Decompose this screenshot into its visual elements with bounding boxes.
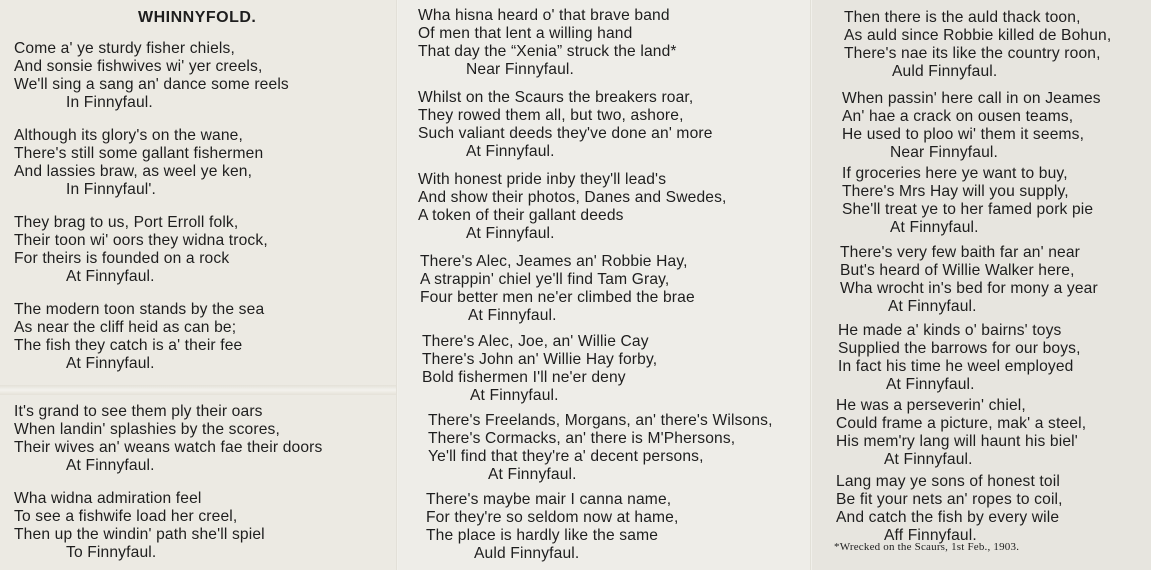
verse-refrain: Auld Finnyfaul. <box>892 63 998 80</box>
verse-refrain: At Finnyfaul. <box>890 219 979 236</box>
stanza-1-6 <box>14 490 265 562</box>
verse-line: Be fit your nets an' ropes to coil, <box>836 491 1063 508</box>
stanza-2-5 <box>422 333 657 405</box>
verse-line: Then up the windin' path she'll spiel <box>14 526 265 543</box>
verse-line: And show their photos, Danes and Swedes, <box>418 189 727 206</box>
verse-refrain: Near Finnyfaul. <box>890 144 998 161</box>
verse-line: A strappin' chiel ye'll find Tam Gray, <box>420 271 670 288</box>
verse-line: There's John an' Willie Hay forby, <box>422 351 658 368</box>
verse-refrain: At Finnyfaul. <box>66 355 155 372</box>
verse-refrain: At Finnyfaul. <box>886 376 975 393</box>
stanza-1-4 <box>14 301 264 373</box>
verse-line: And catch the fish by every wile <box>836 509 1060 526</box>
verse-line: There's Freelands, Morgans, an' there's Wilsons, <box>428 412 773 429</box>
stanza-1-3 <box>14 214 268 286</box>
verse-refrain: At Finnyfaul. <box>66 268 155 285</box>
verse-refrain: At Finnyfaul. <box>66 457 155 474</box>
verse-line: She'll treat ye to her famed pork pie <box>842 201 1094 218</box>
verse-line: There's very few baith far an' near <box>840 244 1081 261</box>
verse-refrain: In Finnyfaul'. <box>66 181 157 198</box>
verse-refrain: To Finnyfaul. <box>66 544 157 561</box>
verse-refrain: At Finnyfaul. <box>470 387 559 404</box>
verse-line: Lang may ye sons of honest toil <box>836 473 1060 490</box>
verse-line: Such valiant deeds they've done an' more <box>418 125 713 142</box>
verse-line: A token of their gallant deeds <box>418 207 624 224</box>
verse-line: Their wives an' weans watch fae their doors <box>14 439 323 456</box>
verse-line: In fact his time he weel employed <box>838 358 1074 375</box>
verse-line: There's Mrs Hay will you supply, <box>842 183 1069 200</box>
verse-line: And sonsie fishwives wi' yer creels, <box>14 58 263 75</box>
verse-line: The fish they catch is a' their fee <box>14 337 243 354</box>
verse-line: With honest pride inby they'll lead's <box>418 171 667 188</box>
verse-line: As auld since Robbie killed de Bohun, <box>844 27 1112 44</box>
stanza-3-2 <box>842 90 1101 162</box>
verse-line: He was a perseverin' chiel, <box>836 397 1026 414</box>
page-fold-divider <box>0 385 396 395</box>
stanza-2-7 <box>426 491 679 563</box>
verse-line: There's Cormacks, an' there is M'Phersons, <box>428 430 736 447</box>
verse-line: When passin' here call in on Jeames <box>842 90 1101 107</box>
verse-refrain: Near Finnyfaul. <box>466 61 574 78</box>
verse-line: An' hae a crack on ousen teams, <box>842 108 1074 125</box>
verse-line: Wha wrocht in's bed for mony a year <box>840 280 1098 297</box>
verse-line: Then there is the auld thack toon, <box>844 9 1081 26</box>
page-column-3 <box>812 0 1151 570</box>
verse-line: Could frame a picture, mak' a steel, <box>836 415 1087 432</box>
verse-refrain: At Finnyfaul. <box>888 298 977 315</box>
stanza-2-4 <box>420 253 695 325</box>
stanza-1-5 <box>14 403 322 475</box>
verse-line: But's heard of Willie Walker here, <box>840 262 1075 279</box>
verse-line: The place is hardly like the same <box>426 527 659 544</box>
verse-line: The modern toon stands by the sea <box>14 301 265 318</box>
verse-line: And lassies braw, as weel ye ken, <box>14 163 253 180</box>
verse-refrain: Aff Finnyfaul. <box>884 527 977 544</box>
verse-line: Whilst on the Scaurs the breakers roar, <box>418 89 694 106</box>
verse-line: For they're so seldom now at hame, <box>426 509 679 526</box>
verse-line: When landin' splashies by the scores, <box>14 421 280 438</box>
verse-refrain: At Finnyfaul. <box>488 466 577 483</box>
stanza-1-1 <box>14 40 289 112</box>
page-column-1 <box>0 0 396 570</box>
verse-line: There's nae its like the country roon, <box>844 45 1101 62</box>
verse-line: Bold fishermen I'll ne'er deny <box>422 369 626 386</box>
verse-line: To see a fishwife load her creel, <box>14 508 238 525</box>
verse-line: Wha hisna heard o' that brave band <box>418 7 670 24</box>
stanza-3-3 <box>842 165 1093 237</box>
stanza-3-1 <box>844 9 1111 81</box>
stanza-3-6 <box>836 397 1086 469</box>
verse-line: There's Alec, Joe, an' Willie Cay <box>422 333 649 350</box>
verse-line: His mem'ry lang will haunt his biel' <box>836 433 1078 450</box>
verse-line: Of men that lent a willing hand <box>418 25 633 42</box>
stanza-2-2 <box>418 89 713 161</box>
verse-refrain: At Finnyfaul. <box>468 307 557 324</box>
verse-line: Ye'll find that they're a' decent persons, <box>428 448 704 465</box>
stanza-3-4 <box>840 244 1098 316</box>
verse-line: If groceries here ye want to buy, <box>842 165 1068 182</box>
verse-line: Supplied the barrows for our boys, <box>838 340 1081 357</box>
verse-refrain: At Finnyfaul. <box>884 451 973 468</box>
stanza-2-6 <box>428 412 773 484</box>
verse-line: There's still some gallant fishermen <box>14 145 264 162</box>
verse-line: They brag to us, Port Erroll folk, <box>14 214 239 231</box>
verse-refrain: At Finnyfaul. <box>466 143 555 160</box>
stanza-2-1 <box>418 7 677 79</box>
footnote: *Wrecked on the Scaurs, 1st Feb., 1903. <box>834 541 1020 553</box>
poem-title: WHINNYFOLD. <box>138 9 257 26</box>
verse-line: As near the cliff heid as can be; <box>14 319 237 336</box>
verse-line: There's Alec, Jeames an' Robbie Hay, <box>420 253 688 270</box>
page-column-2 <box>398 0 810 570</box>
verse-line: Wha widna admiration feel <box>14 490 202 507</box>
verse-line: They rowed them all, but two, ashore, <box>418 107 684 124</box>
verse-refrain: Auld Finnyfaul. <box>474 545 580 562</box>
verse-line: That day the “Xenia” struck the land* <box>418 43 677 60</box>
stanza-3-7 <box>836 473 1063 545</box>
stanza-2-3 <box>418 171 727 243</box>
verse-line: We'll sing a sang an' dance some reels <box>14 76 289 93</box>
verse-line: Their toon wi' oors they widna trock, <box>14 232 268 249</box>
verse-line: Four better men ne'er climbed the brae <box>420 289 695 306</box>
verse-refrain: At Finnyfaul. <box>466 225 555 242</box>
verse-line: There's maybe mair I canna name, <box>426 491 672 508</box>
verse-line: For theirs is founded on a rock <box>14 250 230 267</box>
verse-line: He made a' kinds o' bairns' toys <box>838 322 1062 339</box>
verse-line: Although its glory's on the wane, <box>14 127 243 144</box>
verse-line: It's grand to see them ply their oars <box>14 403 263 420</box>
stanza-1-2 <box>14 127 263 199</box>
verse-line: Come a' ye sturdy fisher chiels, <box>14 40 235 57</box>
verse-refrain: In Finnyfaul. <box>66 94 153 111</box>
stanza-3-5 <box>838 322 1081 394</box>
verse-line: He used to ploo wi' them it seems, <box>842 126 1085 143</box>
